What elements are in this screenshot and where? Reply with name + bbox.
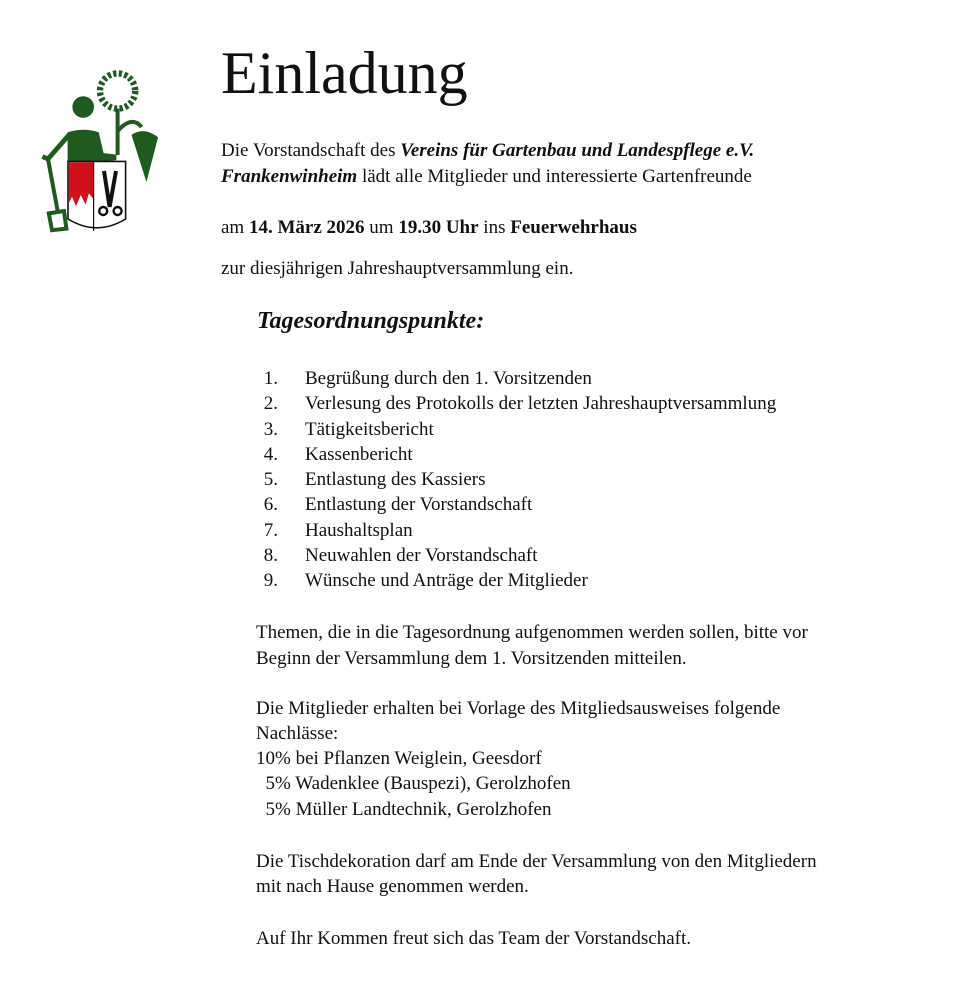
- decoration-note-2: mit nach Hause genommen werden.: [256, 876, 529, 897]
- agenda-text: Tätigkeitsbericht: [305, 418, 434, 440]
- agenda-item: [256, 366, 936, 391]
- discount-item: 10% bei Pflanzen Weiglein, Geesdorf: [256, 748, 542, 769]
- discounts-intro-2: Nachlässe:: [256, 723, 339, 744]
- discount-item: 5% Wadenklee (Bauspezi), Gerolzhofen: [256, 773, 571, 794]
- agenda-text: Neuwahlen der Vorstandschaft: [305, 545, 538, 567]
- topics-note-2: Beginn der Versammlung dem 1. Vorsitzenden mitteilen.: [256, 648, 687, 669]
- club-logo: [20, 44, 180, 234]
- decoration-note-1: Die Tischdekoration darf am Ende der Versammlung von den Mitgliedern: [256, 851, 817, 872]
- club-name: Vereins für Gartenbau und Landespflege e.V.: [400, 140, 755, 161]
- agenda-item: [256, 518, 936, 543]
- purpose-text: zur diesjährigen Jahreshauptversammlung ein.: [221, 258, 574, 279]
- agenda-text: Entlastung der Vorstandschaft: [305, 494, 533, 516]
- agenda-item: [256, 391, 936, 416]
- agenda-item: [256, 467, 936, 492]
- intro-line-2: [221, 164, 752, 189]
- agenda-text: Haushaltsplan: [305, 519, 413, 541]
- agenda-item: [256, 417, 936, 442]
- text: um: [364, 217, 399, 238]
- date-line: [221, 215, 637, 240]
- event-place: Feuerwehrhaus: [510, 217, 637, 238]
- agenda-item: [256, 568, 936, 593]
- agenda-number: 6.: [263, 494, 278, 516]
- text: ins: [478, 217, 511, 238]
- discounts-intro-1: Die Mitglieder erhalten bei Vorlage des Mitgliedsausweises folgende: [256, 698, 781, 719]
- agenda-text: Kassenbericht: [305, 443, 413, 465]
- agenda-number: 8.: [263, 545, 278, 567]
- agenda-number: 9.: [263, 570, 278, 592]
- club-location: Frankenwinheim: [221, 166, 358, 187]
- agenda-text: Entlastung des Kassiers: [305, 469, 486, 491]
- agenda-text: Verlesung des Protokolls der letzten Jahreshauptversammlung: [305, 393, 777, 415]
- topics-note-1: Themen, die in die Tagesordnung aufgenommen werden sollen, bitte vor: [256, 622, 808, 643]
- discount-item: 5% Müller Landtechnik, Gerolzhofen: [256, 799, 552, 820]
- agenda-number: 2.: [263, 393, 278, 415]
- event-time: 19.30 Uhr: [398, 217, 479, 238]
- agenda-text: Wünsche und Anträge der Mitglieder: [305, 570, 588, 592]
- closing-text: Auf Ihr Kommen freut sich das Team der Vorstandschaft.: [256, 928, 692, 949]
- agenda-list: [256, 366, 936, 594]
- agenda-heading: Tagesordnungspunkte:: [257, 308, 485, 334]
- agenda-number: 1.: [263, 368, 278, 389]
- event-date: 14. März 2026: [248, 217, 365, 238]
- intro-text: lädt alle Mitglieder und interessierte Gartenfreunde: [357, 166, 752, 187]
- agenda-item: [256, 543, 936, 568]
- intro-text: Die Vorstandschaft des: [221, 140, 401, 161]
- agenda-number: 7.: [263, 519, 278, 541]
- agenda-item: [256, 442, 936, 467]
- agenda-number: 5.: [263, 469, 278, 491]
- text: am: [221, 217, 249, 238]
- agenda-number: 4.: [263, 443, 278, 465]
- agenda-item: [256, 492, 936, 517]
- agenda-text: Begrüßung durch den 1. Vorsitzenden: [305, 368, 592, 389]
- page-title: Einladung: [221, 40, 468, 106]
- intro-line-1: [221, 138, 754, 163]
- agenda-number: 3.: [263, 418, 278, 440]
